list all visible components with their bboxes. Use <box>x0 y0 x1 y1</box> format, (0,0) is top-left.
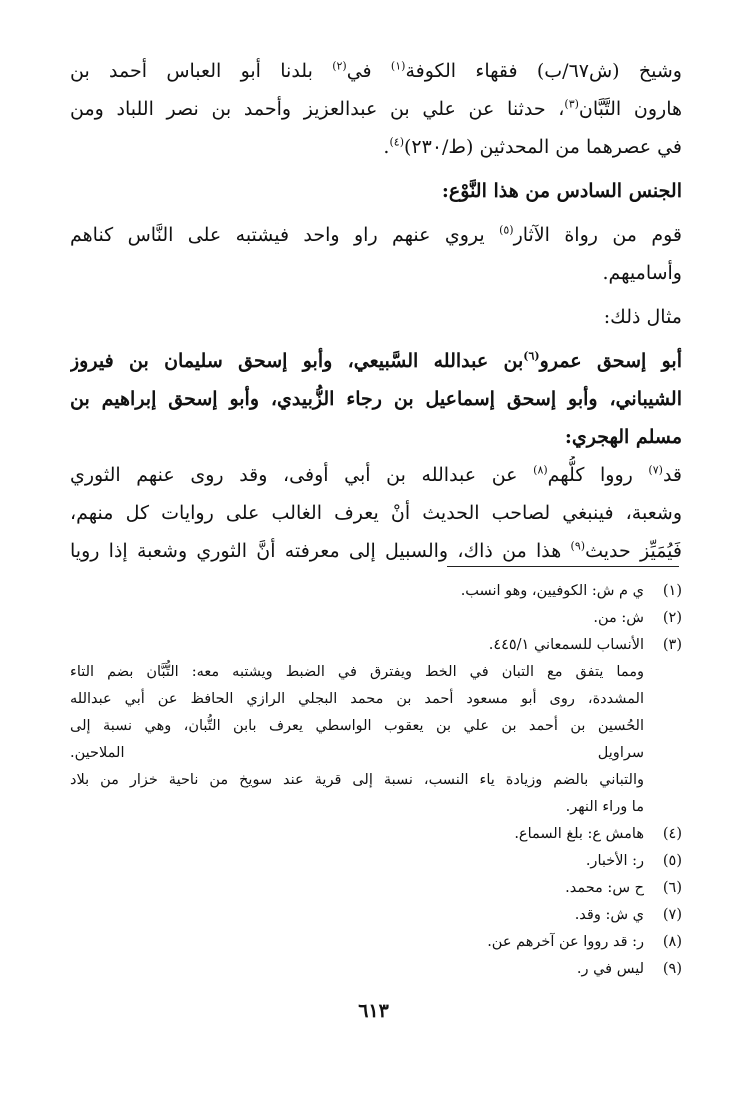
footnote-number: (٢) <box>662 610 682 626</box>
footnote-continuation: ومما يتفق مع التبان في الخط ويفترق في الضبط ويشتبه معه: التُّبَّان بضم التاء <box>70 664 644 680</box>
footnote-text: ي ش: وقد. <box>574 907 644 923</box>
footnote-item <box>70 605 682 632</box>
footnote-text: ح س: محمد. <box>565 880 644 896</box>
footnote-item <box>70 956 682 983</box>
footnote-item <box>70 632 682 659</box>
footnote-number: (٩) <box>662 961 682 977</box>
footnote-continuation: ما وراء النهر. <box>565 799 644 815</box>
paragraph-4-line-2: وشعبة، فينبغي لصاحب الحديث أنْ يعرف الغالب على روايات كل منهم، <box>70 502 682 524</box>
footnotes-section <box>70 578 682 983</box>
footnote-text: الأنساب للسمعاني ٤٤٥/١. <box>488 637 644 653</box>
paragraph-1-line-1: وشيخ (ش٦٧/ب) فقهاء الكوفة$^{(١)}$ في$^{(٢)}$ بلدنا أبو العباس أحمد بن <box>70 59 682 82</box>
footnote-ref-5[interactable]: (٥) <box>499 223 514 237</box>
footnote-ref-3[interactable]: (٣) <box>564 97 579 111</box>
paragraph-4-line-3: فَيُمَيِّز حديث$^{(٩)}$ هذا من ذاك، والسبيل إلى معرفته أنَّ الثوري وشعبة إذا رويا <box>70 539 682 562</box>
paragraph-3-line-2: الشيباني، وأبو إسحق إسماعيل بن رجاء الزُّبيدي، وأبو إسحق إبراهيم بن <box>70 388 682 410</box>
footnote-number: (٣) <box>662 637 682 653</box>
footnote-ref-9[interactable]: (٩) <box>570 539 586 553</box>
footnote-continuation: سراويل الملاحين. <box>70 745 644 761</box>
footnote-text: هامش ع: بلغ السماع. <box>514 826 644 842</box>
paragraph-3-line-3: مسلم الهجري: <box>564 426 682 448</box>
footnote-text: ي م ش: الكوفيين، وهو انسب. <box>460 583 644 599</box>
footnote-continuation: الحُسين بن أحمد بن علي بن يعقوب الواسطي يعرف بابن التُّبان، وهي نسبة إلى <box>70 718 644 734</box>
example-label: مثال ذلك: <box>603 306 682 328</box>
page-number: ٦١٣ <box>358 1000 389 1022</box>
footnote-number: (٧) <box>662 907 682 923</box>
footnote-continuation: والتباني بالضم وزيادة ياء النسب، نسبة إلى قرية عند سويخ من ناحية خزار من بلاد <box>70 772 644 788</box>
footnote-text: ر: الأخبار. <box>585 853 644 869</box>
footnote-ref-7[interactable]: (٧) <box>648 463 663 477</box>
footnote-continuation: المشددة، روى أبو مسعود أحمد بن محمد البجلي الرازي الحافظ عن أبي عبدالله <box>70 691 644 707</box>
footnote-item <box>70 929 682 956</box>
footnote-item <box>70 848 682 875</box>
footnote-separator <box>447 566 679 567</box>
footnote-item <box>70 902 682 929</box>
footnote-item <box>70 875 682 902</box>
footnote-number: (١) <box>662 583 682 599</box>
footnote-ref-6[interactable]: (٦) <box>523 349 540 363</box>
footnote-text: ر: قد رووا عن آخرهم عن. <box>487 934 644 950</box>
section-heading: الجنس السادس من هذا النَّوْع: <box>441 180 682 202</box>
footnote-ref-8[interactable]: (٨) <box>533 463 548 477</box>
main-text <box>70 52 682 570</box>
footnote-number: (٥) <box>662 853 682 869</box>
paragraph-3-line-1: أبو إسحق عمرو$^{(٦)}$بن عبدالله السَّبيعي، وأبو إسحق سليمان بن فيروز <box>70 349 682 372</box>
footnote-ref-4[interactable]: (٤) <box>389 135 404 149</box>
paragraph-1-line-2: هارون التَّبَّان$^{(٣)}$، حدثنا عن علي بن عبدالعزيز وأحمد بن نصر اللباد ومن <box>70 97 682 120</box>
paragraph-1-line-3: في عصرهما من المحدثين (ط/٢٣٠)$^{(٤)}$. <box>383 135 682 158</box>
paragraph-4-line-1: قد$^{(٧)}$ رووا كلُّهم$^{(٨)}$ عن عبدالله بن أبي أوفى، وقد روى عنهم الثوري <box>70 463 682 486</box>
paragraph-2-line-2: وأساميهم. <box>602 262 682 284</box>
footnote-ref-2[interactable]: (٢) <box>332 59 347 73</box>
footnote-number: (٤) <box>662 826 682 842</box>
footnote-number: (٦) <box>662 880 682 896</box>
paragraph-2-line-1: قوم من رواة الآثار$^{(٥)}$ يروي عنهم راو واحد فيشتبه على النَّاس كناهم <box>70 223 682 246</box>
footnote-ref-1[interactable]: (١) <box>390 59 406 73</box>
footnote-item <box>70 821 682 848</box>
footnote-text: ش: من. <box>593 610 644 626</box>
footnote-number: (٨) <box>662 934 682 950</box>
footnote-text: ليس في ر. <box>576 961 644 977</box>
footnote-item <box>70 578 682 605</box>
